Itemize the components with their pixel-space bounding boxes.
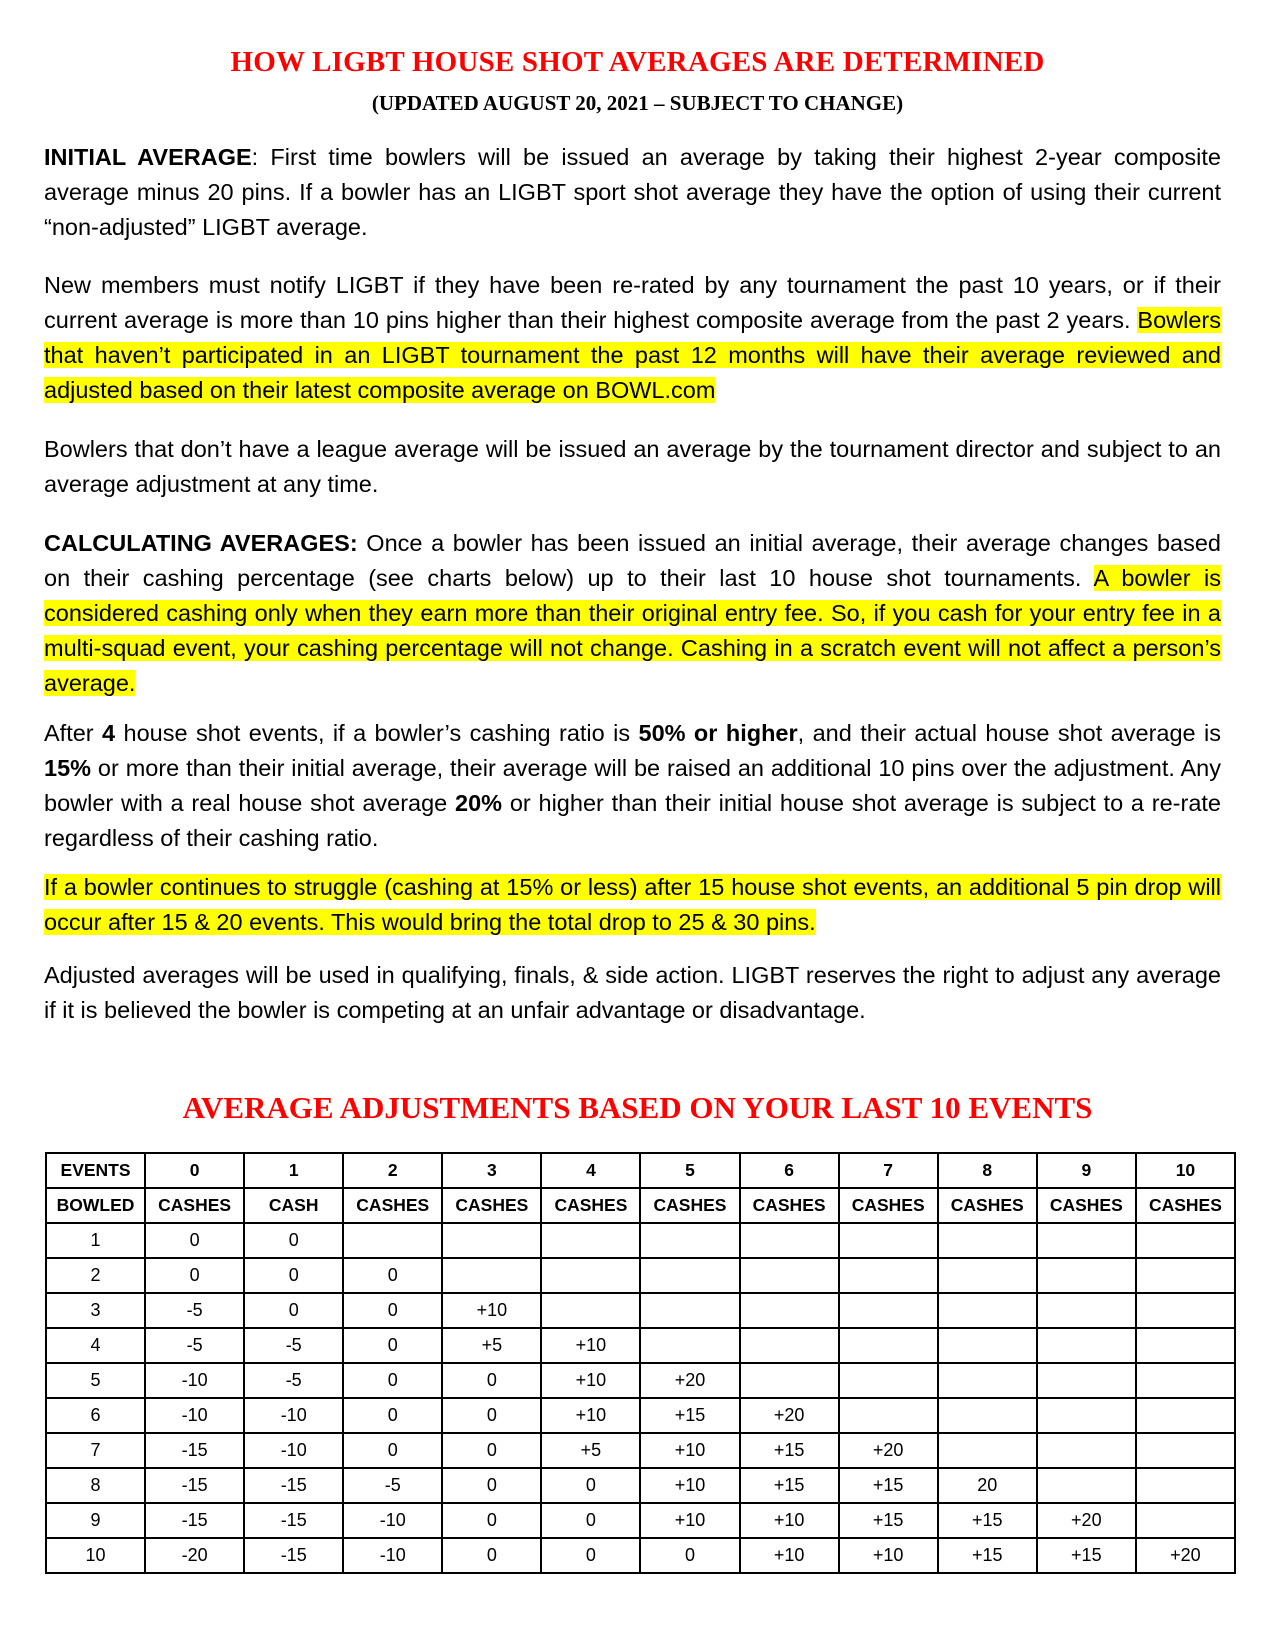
adjustment-cell: -15 xyxy=(145,1468,244,1503)
events-bowled-cell: 9 xyxy=(46,1503,145,1538)
adjustment-cell xyxy=(541,1223,640,1258)
table-header-cell: 9 xyxy=(1037,1153,1136,1188)
after-four-bold-4: 20% xyxy=(455,790,503,816)
table-header-cell: 5 xyxy=(640,1153,739,1188)
adjustment-cell xyxy=(1136,1503,1235,1538)
adjustment-cell: 0 xyxy=(442,1363,541,1398)
adjustment-cell: +10 xyxy=(740,1538,839,1573)
adjustment-cell xyxy=(1136,1223,1235,1258)
events-bowled-cell: 10 xyxy=(46,1538,145,1573)
table-row xyxy=(46,1328,1235,1363)
adjustment-cell xyxy=(938,1433,1037,1468)
adjustment-cell: +15 xyxy=(938,1503,1037,1538)
table-header-cell: CASHES xyxy=(343,1188,442,1223)
table-row xyxy=(46,1503,1235,1538)
table-header-cell: EVENTS xyxy=(46,1153,145,1188)
adjustment-cell xyxy=(640,1258,739,1293)
initial-average-paragraph xyxy=(44,140,1221,245)
adjustment-cell xyxy=(1037,1363,1136,1398)
adjustment-cell xyxy=(839,1328,938,1363)
adjustment-cell: +15 xyxy=(1037,1538,1136,1573)
adjustment-cell: +15 xyxy=(839,1503,938,1538)
adjustment-cell xyxy=(938,1328,1037,1363)
table-header-cell: 2 xyxy=(343,1153,442,1188)
adjustment-cell xyxy=(740,1223,839,1258)
adjustment-cell: +10 xyxy=(640,1468,739,1503)
struggle-paragraph xyxy=(44,870,1221,940)
adjustment-cell xyxy=(640,1328,739,1363)
page-subtitle: (UPDATED AUGUST 20, 2021 – SUBJECT TO CHANGE) xyxy=(371,91,904,115)
adjustment-cell xyxy=(740,1328,839,1363)
table-header-cell: CASHES xyxy=(640,1188,739,1223)
no-league-text: Bowlers that don’t have a league average will be issued an average by the tournament director and subject to an average adjustment at any time. xyxy=(44,436,1221,497)
adjustment-cell: 0 xyxy=(244,1293,343,1328)
adjustment-cell xyxy=(343,1223,442,1258)
adjustment-cell: 0 xyxy=(541,1503,640,1538)
adjustment-cell xyxy=(1136,1293,1235,1328)
initial-average-text: : First time bowlers will be issued an average by taking their highest 2-year composite average minus 20 pins. If a bowler has an LIGBT sport shot average they have the option of using their current “non-adjusted” LIGBT average. xyxy=(44,144,1221,240)
adjustment-cell xyxy=(839,1398,938,1433)
table-header-cell: 7 xyxy=(839,1153,938,1188)
adjustment-cell xyxy=(938,1223,1037,1258)
events-bowled-cell: 7 xyxy=(46,1433,145,1468)
adjustment-cell: +15 xyxy=(640,1398,739,1433)
table-header-cell: 3 xyxy=(442,1153,541,1188)
adjustment-cell: 0 xyxy=(343,1293,442,1328)
adjustment-cell: +10 xyxy=(442,1293,541,1328)
table-row xyxy=(46,1258,1235,1293)
table-header-cell: CASHES xyxy=(740,1188,839,1223)
table-header-cell: BOWLED xyxy=(46,1188,145,1223)
adjustment-cell: -10 xyxy=(244,1398,343,1433)
adjustment-cell: -15 xyxy=(145,1503,244,1538)
adjustment-cell: -15 xyxy=(244,1503,343,1538)
adjustment-cell xyxy=(1037,1293,1136,1328)
after-four-text-4: or more than their initial average, their average will be raised an additional 10 pins over the adjustment. Any bowler with a real house shot average xyxy=(44,755,1221,816)
adjustment-cell: +20 xyxy=(740,1398,839,1433)
adjustment-cell: +20 xyxy=(1037,1503,1136,1538)
adjustment-cell: 0 xyxy=(244,1258,343,1293)
adjustment-cell: -10 xyxy=(145,1398,244,1433)
adjustment-cell xyxy=(1136,1258,1235,1293)
adjustment-cell xyxy=(541,1293,640,1328)
adjustment-cell: 0 xyxy=(343,1328,442,1363)
adjustment-cell xyxy=(1136,1433,1235,1468)
adjustment-cell: 0 xyxy=(442,1398,541,1433)
adjustment-cell: -10 xyxy=(343,1538,442,1573)
new-members-text: New members must notify LIGBT if they have been re-rated by any tournament the past 10 years, or if their current average is more than 10 pins higher than their highest composite average from the past 2 years. xyxy=(44,272,1221,333)
adjustment-cell: +10 xyxy=(640,1433,739,1468)
table-body xyxy=(46,1223,1235,1573)
table-header-cell: CASHES xyxy=(1037,1188,1136,1223)
table-row xyxy=(46,1433,1235,1468)
table-title: AVERAGE ADJUSTMENTS BASED ON YOUR LAST 10 EVENTS xyxy=(182,1090,1093,1125)
table-row xyxy=(46,1293,1235,1328)
adjusted-paragraph xyxy=(44,958,1221,1028)
adjustment-cell: -15 xyxy=(145,1433,244,1468)
adjustment-cell: +10 xyxy=(541,1398,640,1433)
table-row xyxy=(46,1468,1235,1503)
adjustment-cell xyxy=(1037,1328,1136,1363)
adjustment-cell: -5 xyxy=(145,1328,244,1363)
adjustment-cell xyxy=(1037,1433,1136,1468)
adjustment-cell: 0 xyxy=(343,1433,442,1468)
table-header-cell: 4 xyxy=(541,1153,640,1188)
after-four-text-2: house shot events, if a bowler’s cashing ratio is xyxy=(115,720,639,746)
adjustment-cell: 0 xyxy=(442,1503,541,1538)
adjustment-cell: 0 xyxy=(640,1538,739,1573)
adjustment-cell xyxy=(541,1258,640,1293)
adjustment-cell: +15 xyxy=(938,1538,1037,1573)
table-row xyxy=(46,1223,1235,1258)
adjustment-cell xyxy=(740,1363,839,1398)
table-header-cell: 0 xyxy=(145,1153,244,1188)
adjustment-cell: +15 xyxy=(839,1468,938,1503)
adjustment-cell xyxy=(442,1223,541,1258)
after-four-bold-3: 15% xyxy=(44,755,92,781)
table-header-cell: CASHES xyxy=(1136,1188,1235,1223)
table-header-cell: CASH xyxy=(244,1188,343,1223)
adjustment-cell xyxy=(1136,1328,1235,1363)
table-header-cell: CASHES xyxy=(145,1188,244,1223)
adjustment-cell xyxy=(1136,1468,1235,1503)
table-header-cell: 10 xyxy=(1136,1153,1235,1188)
adjusted-text: Adjusted averages will be used in qualifying, finals, & side action. LIGBT reserves the right to adjust any average if it is believed the bowler is competing at an unfair advantage or disadvantage. xyxy=(44,962,1221,1023)
table-row xyxy=(46,1398,1235,1433)
adjustment-cell xyxy=(640,1293,739,1328)
adjustment-cell xyxy=(938,1363,1037,1398)
after-four-text-5: or higher than their initial house shot average is subject to a re-rate regardless of their cashing ratio. xyxy=(44,790,1221,851)
adjustment-cell: +10 xyxy=(740,1503,839,1538)
adjustment-cell xyxy=(839,1293,938,1328)
adjustment-cell xyxy=(740,1258,839,1293)
events-bowled-cell: 1 xyxy=(46,1223,145,1258)
adjustment-cell xyxy=(1136,1363,1235,1398)
events-bowled-cell: 6 xyxy=(46,1398,145,1433)
events-bowled-cell: 5 xyxy=(46,1363,145,1398)
table-row xyxy=(46,1363,1235,1398)
adjustment-cell xyxy=(442,1258,541,1293)
adjustment-cell xyxy=(1037,1223,1136,1258)
adjustment-cell: +10 xyxy=(541,1328,640,1363)
after-four-bold-2: 50% or higher xyxy=(638,720,798,746)
adjustment-cell xyxy=(938,1258,1037,1293)
adjustment-cell: 0 xyxy=(442,1433,541,1468)
calculating-text: Once a bowler has been issued an initial average, their average changes based on their cashing percentage (see charts below) up to their last 10 house shot tournaments. xyxy=(44,530,1221,591)
adjustment-cell: +10 xyxy=(541,1363,640,1398)
adjustment-cell xyxy=(839,1258,938,1293)
after-four-paragraph xyxy=(44,716,1221,856)
adjustment-cell: -15 xyxy=(244,1538,343,1573)
adjustment-cell: 0 xyxy=(343,1258,442,1293)
adjustment-cell: 0 xyxy=(442,1468,541,1503)
adjustment-cell: -20 xyxy=(145,1538,244,1573)
adjustment-cell: 0 xyxy=(343,1363,442,1398)
calculating-highlight: A bowler is considered cashing only when they earn more than their original entry fee. So, if you cash for your entry fee in a multi-squad event, your cashing percentage will not change. Cashing in a scratch event will not affect a person’s average. xyxy=(44,565,1221,696)
adjustment-cell: +20 xyxy=(839,1433,938,1468)
adjustment-cell: +5 xyxy=(442,1328,541,1363)
adjustment-cell: -15 xyxy=(244,1468,343,1503)
calculating-paragraph xyxy=(44,526,1221,701)
struggle-highlight: If a bowler continues to struggle (cashing at 15% or less) after 15 house shot events, an additional 5 pin drop will occur after 15 & 20 events. This would bring the total drop to 25 & 30 pins. xyxy=(44,874,1221,935)
no-league-paragraph xyxy=(44,432,1221,502)
adjustment-cell: 0 xyxy=(541,1538,640,1573)
page-title: HOW LIGBT HOUSE SHOT AVERAGES ARE DETERMINED xyxy=(230,46,1045,78)
adjustment-cell: +5 xyxy=(541,1433,640,1468)
adjustment-cell xyxy=(1136,1398,1235,1433)
adjustment-cell: 0 xyxy=(244,1223,343,1258)
adjustment-cell: +10 xyxy=(640,1503,739,1538)
adjustment-cell xyxy=(938,1293,1037,1328)
after-four-bold-1: 4 xyxy=(102,720,116,746)
adjustment-cell: +20 xyxy=(1136,1538,1235,1573)
table-header-row-bottom xyxy=(46,1188,1235,1223)
table-header-row-top xyxy=(46,1153,1235,1188)
adjustment-cell: -10 xyxy=(244,1433,343,1468)
adjustment-cell xyxy=(1037,1468,1136,1503)
adjustment-cell: 0 xyxy=(145,1223,244,1258)
average-adjustment-table xyxy=(45,1152,1236,1574)
adjustment-cell: -5 xyxy=(244,1363,343,1398)
adjustment-cell xyxy=(839,1223,938,1258)
table-header-cell: CASHES xyxy=(938,1188,1037,1223)
adjustment-cell: -10 xyxy=(145,1363,244,1398)
new-members-highlight: Bowlers that haven’t participated in an LIGBT tournament the past 12 months will have their average reviewed and adjusted based on their latest composite average on BOWL.com xyxy=(44,307,1221,403)
events-bowled-cell: 4 xyxy=(46,1328,145,1363)
adjustment-cell xyxy=(1037,1398,1136,1433)
table-header-cell: 8 xyxy=(938,1153,1037,1188)
table-header-cell: 1 xyxy=(244,1153,343,1188)
adjustment-cell xyxy=(839,1363,938,1398)
adjustment-cell: 0 xyxy=(145,1258,244,1293)
adjustment-cell: +15 xyxy=(740,1433,839,1468)
adjustment-cell: 0 xyxy=(442,1538,541,1573)
adjustment-cell: 0 xyxy=(343,1398,442,1433)
adjustment-cell xyxy=(640,1223,739,1258)
events-bowled-cell: 3 xyxy=(46,1293,145,1328)
adjustment-cell: -5 xyxy=(244,1328,343,1363)
table-row xyxy=(46,1538,1235,1573)
adjustment-cell xyxy=(1037,1258,1136,1293)
events-bowled-cell: 2 xyxy=(46,1258,145,1293)
adjustment-cell xyxy=(938,1398,1037,1433)
calculating-label: CALCULATING AVERAGES: xyxy=(44,530,358,556)
after-four-text-3: , and their actual house shot average is xyxy=(797,720,1221,746)
adjustment-cell: +20 xyxy=(640,1363,739,1398)
adjustment-cell: 20 xyxy=(938,1468,1037,1503)
table-header-cell: CASHES xyxy=(839,1188,938,1223)
table-header-cell: CASHES xyxy=(541,1188,640,1223)
adjustment-cell: 0 xyxy=(541,1468,640,1503)
adjustment-cell: -5 xyxy=(145,1293,244,1328)
adjustment-cell: -5 xyxy=(343,1468,442,1503)
adjustment-cell: -10 xyxy=(343,1503,442,1538)
table-header-cell: CASHES xyxy=(442,1188,541,1223)
events-bowled-cell: 8 xyxy=(46,1468,145,1503)
adjustment-cell: +10 xyxy=(839,1538,938,1573)
adjustment-cell: +15 xyxy=(740,1468,839,1503)
table-header-cell: 6 xyxy=(740,1153,839,1188)
after-four-text-1: After xyxy=(44,720,103,746)
adjustment-cell xyxy=(740,1293,839,1328)
initial-average-label: INITIAL AVERAGE xyxy=(44,144,252,170)
new-members-paragraph xyxy=(44,268,1221,408)
